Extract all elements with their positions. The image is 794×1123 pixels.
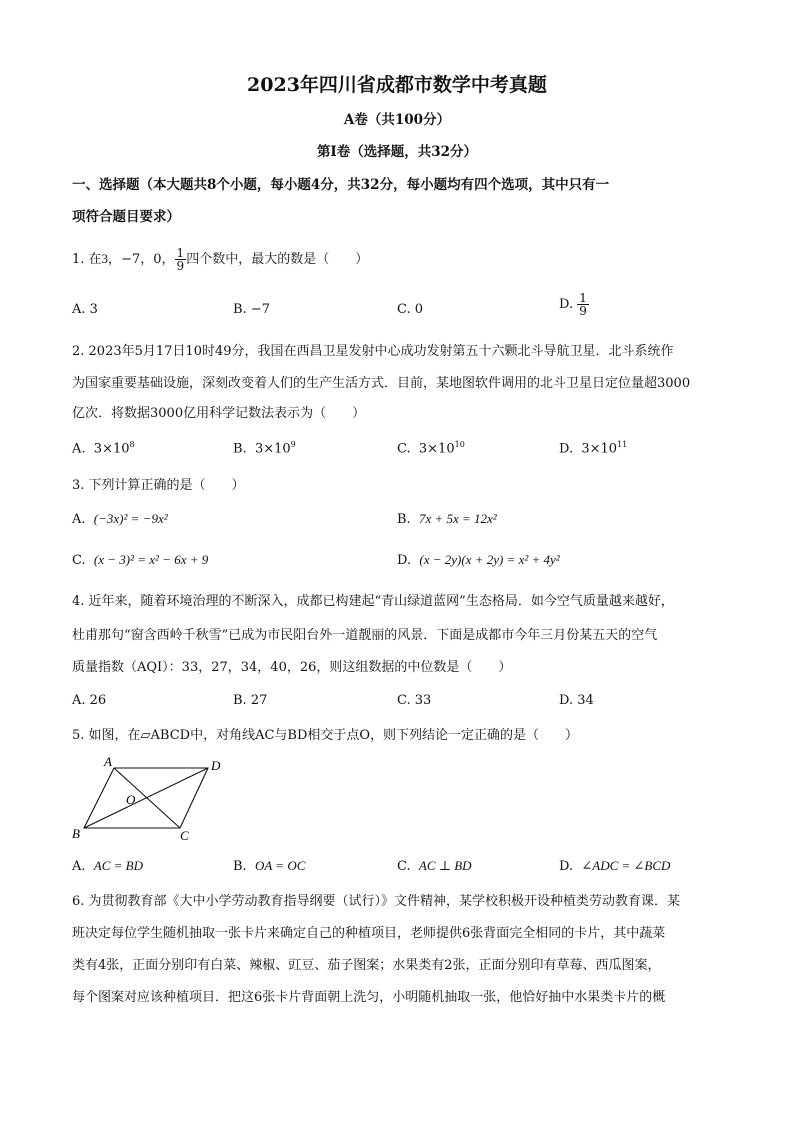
q1-option-d <box>559 292 589 317</box>
section-heading-line2: 项符合题目要求） <box>72 209 180 225</box>
q1-number-neg7: −7 <box>121 252 141 267</box>
q3-b-expression: 7x + 5x = 12x² <box>418 511 497 526</box>
q3-option-b <box>397 511 497 527</box>
q1-option-a: A. 3 <box>72 302 98 317</box>
parallelogram-figure <box>68 752 221 844</box>
volume-heading: A卷（共100分） <box>343 112 451 128</box>
q1-sep: ， <box>140 252 154 267</box>
q1-number-0: 0 <box>153 252 162 267</box>
fraction-numerator: 1 <box>579 291 587 305</box>
q2-d-exponent: 11 <box>617 440 628 449</box>
vertex-label-d: D <box>211 758 221 773</box>
q5-option-c <box>397 858 472 874</box>
option-label: B. <box>397 512 411 527</box>
q3-option-a <box>72 511 168 527</box>
q3-a-expression: (−3x)² = −9x² <box>93 511 168 526</box>
option-label: D. <box>559 297 574 312</box>
option-label: C. <box>72 553 86 568</box>
option-label: A. <box>72 441 86 457</box>
q2-b-exponent: 9 <box>290 440 296 449</box>
option-label: A. <box>72 859 86 874</box>
question-6-line4: 每个图案对应该种植项目．把这6张卡片背面朝上洗匀，小明随机抽取一张，他恰好抽中水果类卡片的概 <box>72 990 666 1005</box>
option-label: A. <box>72 512 86 527</box>
option-label: D. <box>559 441 574 457</box>
question-4-line1: 4. 近年来，随着环境治理的不断深入，成都已构建起“青山绿道蓝网”生态格局．如今空气质量越来越好， <box>72 594 674 609</box>
q3-option-d <box>397 552 560 568</box>
question-6-line2: 班决定每位学生随机抽取一张卡片来确定自己的种植项目，老师提供6张背面完全相同的卡片，其中蔬菜 <box>72 926 666 941</box>
q2-option-a <box>72 440 135 456</box>
question-6-line1: 6. 为贯彻教育部《大中小学劳动教育指导纲要（试行）》文件精神，某学校积极开设种植类劳动教育课．某 <box>72 894 681 909</box>
question-6-line3: 类有4张，正面分别印有白菜、辣椒、豇豆、茄子图案；水果类有2张，正面分别印有草莓、西瓜图案， <box>72 958 661 973</box>
q4-option-b: B. 27 <box>233 693 268 708</box>
q3-c-expression: (x − 3)² = x² − 6x + 9 <box>93 552 209 567</box>
q3-option-c <box>72 552 208 568</box>
page-title: 2023年四川省成都市数学中考真题 <box>247 74 547 96</box>
q4-option-d: D. 34 <box>559 693 594 708</box>
q2-a-exponent: 8 <box>129 440 135 449</box>
q1-option-b: B. −7 <box>233 302 270 317</box>
option-label: B. <box>233 859 247 874</box>
option-label: B. <box>233 441 247 457</box>
q2-b-base: 3×10 <box>254 441 291 457</box>
diagonal-bd <box>84 768 208 828</box>
q2-c-exponent: 10 <box>454 440 465 449</box>
vertex-label-b: B <box>72 826 80 841</box>
q1-number-3: 3 <box>101 251 109 266</box>
q1-option-c: C. 0 <box>397 302 424 317</box>
fraction-numerator: 1 <box>176 246 185 260</box>
fraction-denominator: 9 <box>579 304 587 318</box>
option-label: C. <box>397 441 411 457</box>
q2-d-base: 3×10 <box>581 441 618 457</box>
q5-option-b <box>233 858 305 874</box>
q5-b-expression: OA = OC <box>254 858 306 873</box>
part-heading: 第I卷（选择题，共32分） <box>316 144 478 160</box>
q2-a-base: 3×10 <box>93 441 130 457</box>
q1-prefix: 1. 在 <box>72 252 102 267</box>
question-2-line2: 为国家重要基础设施，深刻改变着人们的生产生活方式．目前，某地图软件调用的北斗卫星日定位量超3000 <box>72 376 691 391</box>
q2-option-b <box>233 440 296 456</box>
q1-fraction <box>175 247 187 272</box>
question-4-line3: 质量指数（AQI）：33，27，34，40，26，则这组数据的中位数是（ ） <box>72 660 512 675</box>
option-label: C. <box>397 859 411 874</box>
q1-sep: ， <box>161 252 175 267</box>
q1-suffix: 四个数中，最大的数是（ ） <box>186 252 369 267</box>
q1-option-d-fraction <box>577 292 589 317</box>
q2-option-c <box>397 440 465 456</box>
vertex-label-a: A <box>104 754 112 769</box>
question-1-stem <box>72 247 368 272</box>
q3-d-expression: (x − 2y)(x + 2y) = x² + 4y² <box>419 552 560 567</box>
q5-a-expression: AC = BD <box>93 858 144 873</box>
q2-c-base: 3×10 <box>418 441 455 457</box>
question-3-stem: 3. 下列计算正确的是（ ） <box>72 478 245 493</box>
q4-option-c: C. 33 <box>397 693 432 708</box>
q2-option-d <box>559 440 627 456</box>
question-2-line1: 2. 2023年5月17日10时49分，我国在西昌卫星发射中心成功发射第五十六颗北斗导航卫星．北斗系统作 <box>72 344 674 359</box>
q5-c-expression: AC ⊥ BD <box>418 858 472 873</box>
section-heading-line1: 一、选择题（本大题共8个小题，每小题4分，共32分，每小题均有四个选项，其中只有一 <box>72 177 610 193</box>
vertex-label-c: C <box>180 828 189 843</box>
q5-option-a <box>72 858 143 874</box>
center-label-o: O <box>126 792 136 807</box>
q5-option-d <box>559 858 670 874</box>
q1-sep: ， <box>108 252 122 267</box>
fraction-denominator: 9 <box>176 259 185 273</box>
question-5-stem: 5. 如图，在▱ABCD中，对角线AC与BD相交于点O，则下列结论一定正确的是（ ） <box>72 728 579 743</box>
q5-d-expression: ∠ADC = ∠BCD <box>581 858 671 873</box>
option-label: D. <box>559 859 574 874</box>
question-2-line3: 亿次．将数据3000亿用科学记数法表示为（ ） <box>72 406 366 421</box>
q4-option-a: A. 26 <box>72 693 107 708</box>
question-4-line2: 杜甫那句“窗含西岭千秋雪”已成为市民阳台外一道靓丽的风景．下面是成都市今年三月份某五天的空气 <box>72 628 658 643</box>
option-label: D. <box>397 553 412 568</box>
